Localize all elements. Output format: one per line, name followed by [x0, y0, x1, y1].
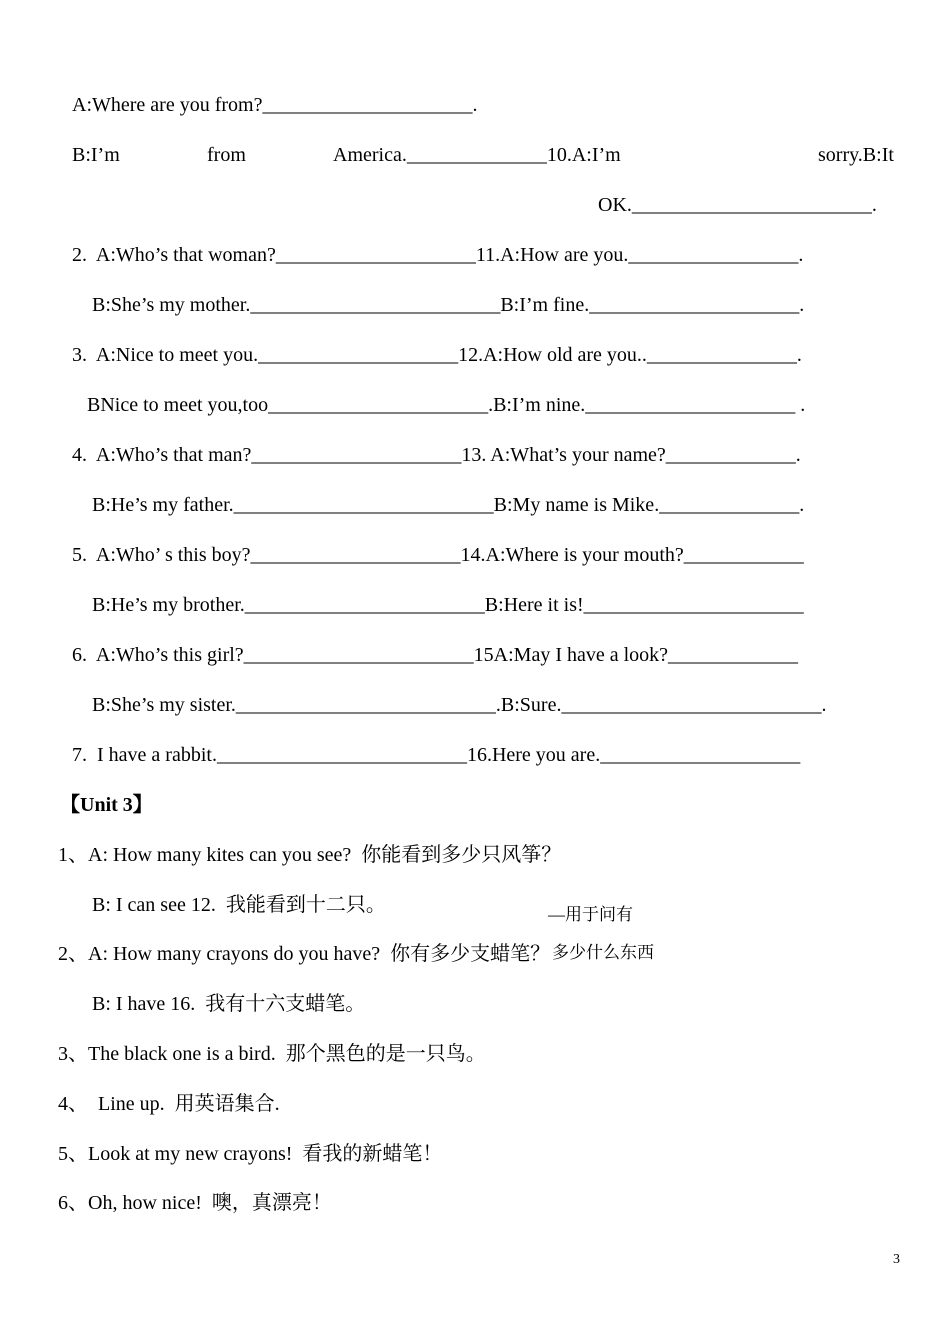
line-3: OK.________________________. [598, 194, 877, 216]
unit-item-3: 3、The black one is a bird. 那个黑色的是一只鸟。 [58, 1043, 486, 1065]
line-2b: from [207, 144, 246, 166]
line-8: 4. A:Who’s that man?_____________________13. A:What’s your name?_____________. [72, 444, 801, 466]
line-14: 7. I have a rabbit._________________________16.Here you are.____________________ [72, 744, 801, 766]
line-7: BNice to meet you,too______________________.B:I’m nine._____________________ . [87, 394, 806, 416]
line-2a: B:I’m [72, 144, 120, 166]
unit-heading: 【Unit 3】 [60, 794, 153, 816]
line-1: A:Where are you from?_____________________. [72, 94, 478, 116]
line-4: 2. A:Who’s that woman?____________________11.A:How are you._________________. [72, 244, 804, 266]
unit-item-6: 6、Oh, how nice! 噢，真漂亮！ [58, 1192, 332, 1214]
unit-item-2b: B: I have 16. 我有十六支蜡笔。 [92, 993, 366, 1015]
line-2c: America.______________10.A:I’m [333, 144, 621, 166]
line-2d: sorry.B:It [818, 144, 894, 166]
line-12: 6. A:Who’s this girl?_______________________15A:May I have a look?_____________ [72, 644, 799, 666]
unit-item-1: 1、A: How many kites can you see? 你能看到多少只风筝？ [58, 844, 562, 866]
line-9: B:He’s my father.__________________________B:My name is Mike.______________. [92, 494, 805, 516]
line-13: B:She’s my sister.__________________________.B:Sure.__________________________. [92, 694, 827, 716]
line-6: 3. A:Nice to meet you.____________________12.A:How old are you.._______________. [72, 344, 802, 366]
line-5: B:She’s my mother._________________________B:I’m fine._____________________. [92, 294, 805, 316]
unit-item-2: 2、A: How many crayons do you have? 你有多少支蜡笔？ [58, 943, 551, 965]
margin-note-2: 多少什么东西 [552, 943, 654, 962]
unit-item-5: 5、Look at my new crayons! 看我的新蜡笔！ [58, 1143, 443, 1165]
page-number: 3 [893, 1252, 900, 1267]
line-10: 5. A:Who’ s this boy?_____________________14.A:Where is your mouth?____________ [72, 544, 804, 566]
unit-item-1b: B: I can see 12. 我能看到十二只。 [92, 894, 386, 916]
unit-item-4: 4、 Line up. 用英语集合. [58, 1093, 280, 1115]
line-11: B:He’s my brother.________________________B:Here it is!______________________ [92, 594, 804, 616]
margin-note-1: —用于问有 [548, 905, 633, 924]
